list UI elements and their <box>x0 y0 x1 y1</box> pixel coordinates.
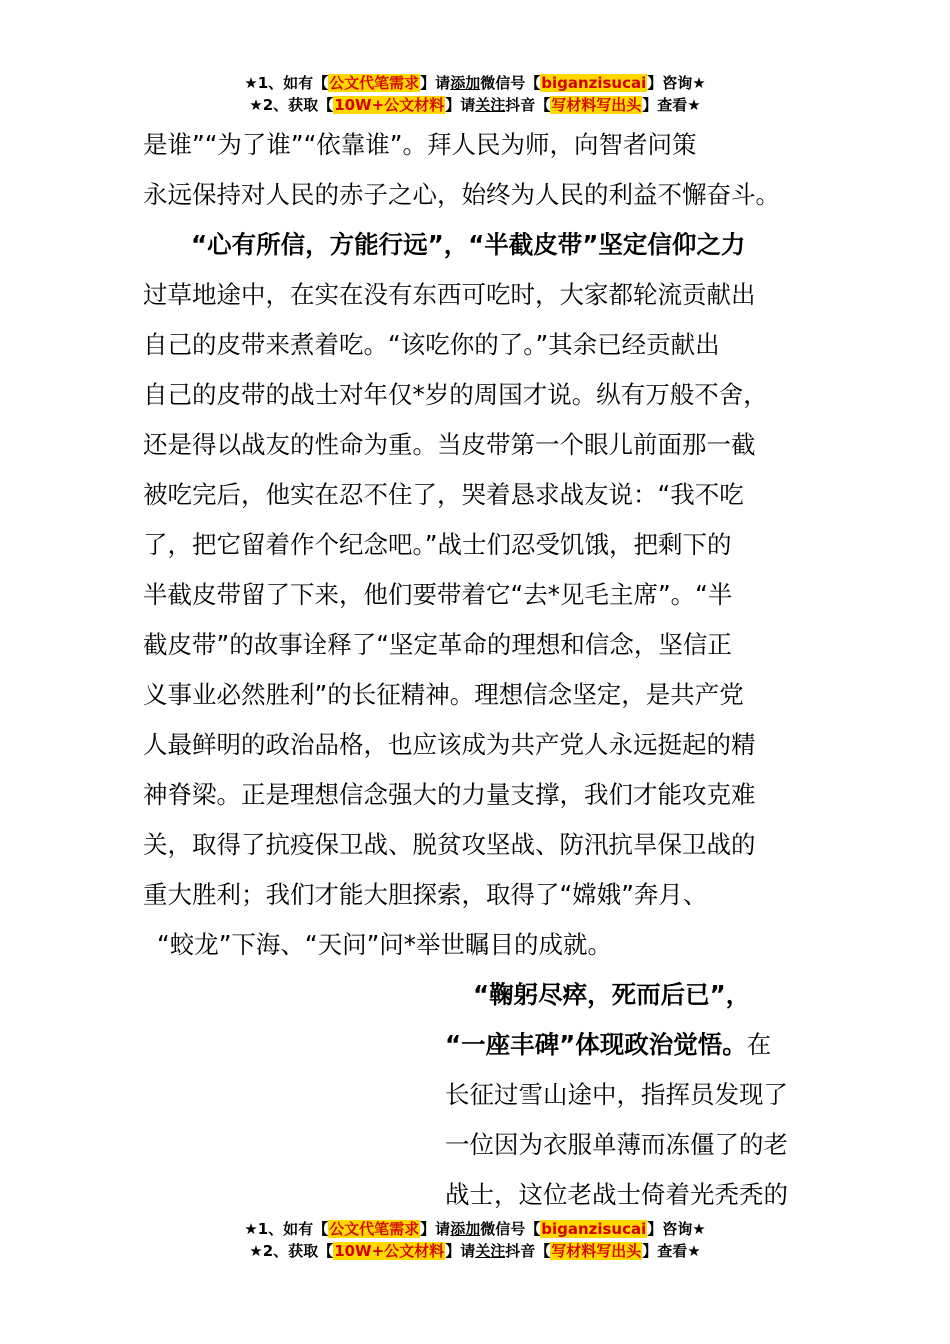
body-line: “蛟龙”下海、“天问”问*举世瞩目的成就。 <box>157 930 613 959</box>
promo-line-2 <box>0 1240 950 1262</box>
promo-highlight: 公文代笔需求 <box>329 74 420 92</box>
promo-text: 微信号【 <box>480 74 541 92</box>
body-line: 过草地途中，在实在没有东西可吃时，大家都轮流贡献出 <box>143 280 756 309</box>
body-line: 义事业必然胜利”的长征精神。理想信念坚定，是共产党 <box>143 680 744 709</box>
section-heading-line <box>143 1020 813 1070</box>
promo-text: 抖音【 <box>505 96 551 114</box>
promo-underline: 添加 <box>450 1220 481 1238</box>
body-line: 半截皮带留了下来，他们要带着它“去*见毛主席”。“半 <box>143 580 733 609</box>
body-line: 关，取得了抗疫保卫战、脱贫攻坚战、防汛抗旱保卫战的 <box>143 830 756 859</box>
promo-wechat-id: biganzisucai <box>541 74 647 92</box>
promo-highlight: 10W+公文材料 <box>334 96 445 114</box>
body-line: 人最鲜明的政治品格，也应该成为共产党人永远挺起的精 <box>143 730 756 759</box>
promo-text: 】请 <box>445 96 476 114</box>
body-line: 长征过雪山途中，指挥员发现了 <box>445 1080 788 1109</box>
promo-line-1 <box>0 1218 950 1240</box>
promo-text: 】请 <box>420 1220 451 1238</box>
promo-text: 】查看★ <box>642 1242 701 1260</box>
body-line: 一位因为衣服单薄而冻僵了的老 <box>445 1130 788 1159</box>
promo-text: ★1、如有【 <box>244 1220 329 1238</box>
body-line: 战士，这位老战士倚着光秃秃的 <box>445 1180 788 1209</box>
promo-text: 】咨询★ <box>647 1220 706 1238</box>
promo-footer <box>0 1218 950 1262</box>
promo-text: ★2、获取【 <box>249 96 334 114</box>
promo-highlight: 公文代笔需求 <box>329 1220 420 1238</box>
promo-underline: 添加 <box>450 74 481 92</box>
promo-line-1 <box>0 72 950 94</box>
promo-text: 抖音【 <box>505 1242 551 1260</box>
body-line: 被吃完后，他实在忍不住了，哭着恳求战友说：“我不吃 <box>143 480 744 509</box>
body-line: 自己的皮带的战士对年仅*岁的周国才说。纵有万般不舍， <box>143 380 768 409</box>
section-heading: “鞠躬尽瘁，死而后已”， <box>473 980 751 1009</box>
promo-text: 】查看★ <box>642 96 701 114</box>
promo-text: ★1、如有【 <box>244 74 329 92</box>
body-text-run: 在 <box>746 1030 772 1059</box>
promo-header <box>0 72 950 116</box>
promo-line-2 <box>0 94 950 116</box>
promo-text: 】请 <box>445 1242 476 1260</box>
body-line: 神脊梁。正是理想信念强大的力量支撑，我们才能攻克难 <box>143 780 756 809</box>
document-body <box>143 120 813 1220</box>
body-line: 了，把它留着作个纪念吧。”战士们忍受饥饿，把剩下的 <box>143 530 732 559</box>
promo-underline: 关注 <box>475 1242 506 1260</box>
promo-text: ★2、获取【 <box>249 1242 334 1260</box>
promo-highlight: 10W+公文材料 <box>334 1242 445 1260</box>
section-heading: “心有所信，方能行远”，“半截皮带”坚定信仰之力 <box>191 230 746 259</box>
promo-text: 】咨询★ <box>647 74 706 92</box>
section-heading-continued: “一座丰碑”体现政治觉悟。 <box>445 1030 747 1059</box>
promo-wechat-id: biganzisucai <box>541 1220 647 1238</box>
promo-text: 】请 <box>420 74 451 92</box>
promo-underline: 关注 <box>475 96 506 114</box>
promo-text: 微信号【 <box>480 1220 541 1238</box>
body-line: 自己的皮带来煮着吃。“该吃你的了。”其余已经贡献出 <box>143 330 720 359</box>
promo-douyin-id: 写材料写出头 <box>551 1242 642 1260</box>
body-line: 还是得以战友的性命为重。当皮带第一个眼儿前面那一截 <box>143 430 756 459</box>
body-line: 截皮带”的故事诠释了“坚定革命的理想和信念，坚信正 <box>143 630 732 659</box>
promo-douyin-id: 写材料写出头 <box>551 96 642 114</box>
body-line: 重大胜利；我们才能大胆探索，取得了“嫦娥”奔月、 <box>143 880 708 909</box>
body-line: 永远保持对人民的赤子之心，始终为人民的利益不懈奋斗。 <box>143 180 780 209</box>
body-line: 是谁”“为了谁”“依靠谁”。拜人民为师，向智者问策 <box>143 130 697 159</box>
